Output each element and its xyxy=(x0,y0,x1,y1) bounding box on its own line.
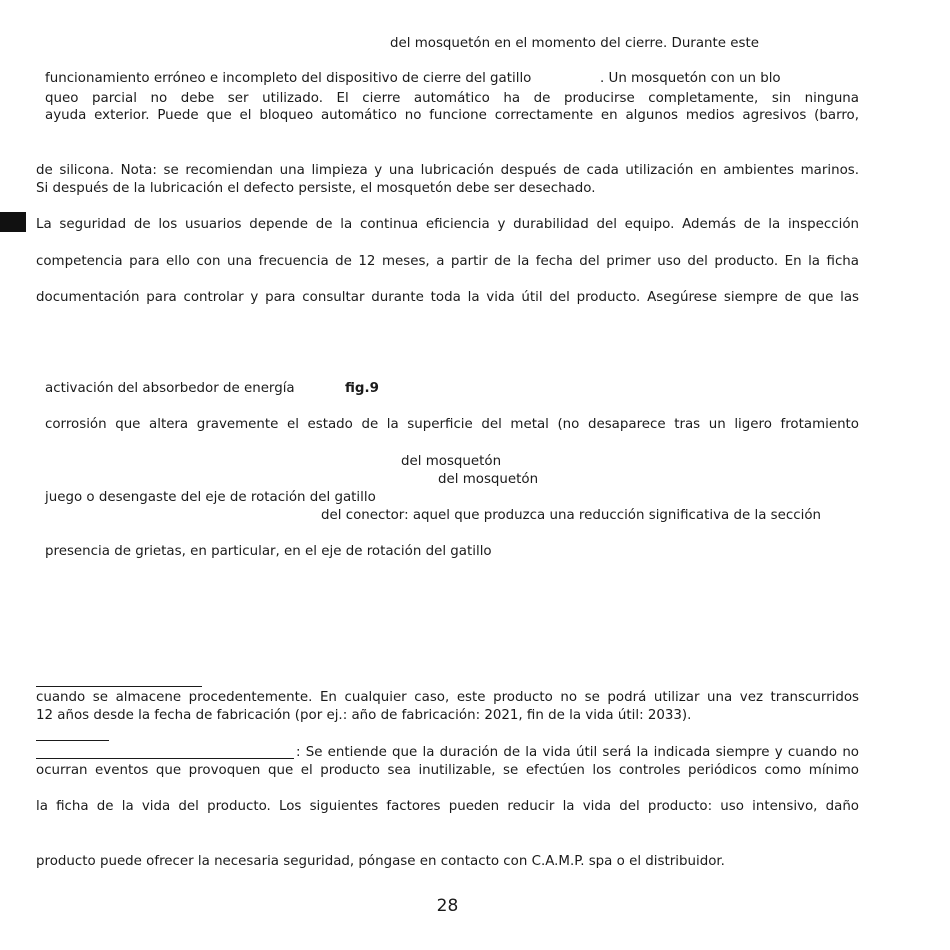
text-line-2b: . Un mosquetón con un blo xyxy=(600,71,781,86)
page-number: 28 xyxy=(436,896,459,916)
text-line-16: presencia de grietas, en particular, en el eje de rotación del gatillo xyxy=(45,544,492,559)
text-line-2: funcionamiento erróneo e incompleto del dispositivo de cierre del gatillo xyxy=(45,71,532,86)
underline-rule-3 xyxy=(36,758,294,759)
text-line-19: : Se entiende que la duración de la vida útil será la indicada siempre y cuando no xyxy=(296,745,859,760)
text-line-18: 12 años desde la fecha de fabricación (por ej.: año de fabricación: 2021, fin de la vida útil: 2033). xyxy=(36,708,692,723)
text-line-12: del mosquetón xyxy=(401,454,502,469)
text-line-7: La seguridad de los usuarios depende de la continua eficiencia y durabilidad del equipo. Además de la inspección xyxy=(36,217,859,232)
underline-rule-1 xyxy=(36,686,202,687)
figure-reference: fig.9 xyxy=(345,381,379,396)
section-marker xyxy=(0,212,26,232)
text-line-10: activación del absorbedor de energía xyxy=(45,381,295,396)
text-line-15: del conector: aquel que produzca una reducción significativa de la sección xyxy=(321,508,822,523)
text-line-13: del mosquetón xyxy=(438,472,539,487)
underline-rule-2 xyxy=(36,740,109,741)
text-line-14: juego o desengaste del eje de rotación del gatillo xyxy=(45,490,376,505)
text-line-3: queo parcial no debe ser utilizado. El cierre automático ha de producirse completamente, sin ninguna xyxy=(45,91,859,106)
text-line-11: corrosión que altera gravemente el estado de la superficie del metal (no desaparece tras un ligero frotamiento xyxy=(45,417,859,432)
text-line-21: la ficha de la vida del producto. Los siguientes factores pueden reducir la vida del producto: uso intensivo, daño xyxy=(36,799,859,814)
text-line-17: cuando se almacene procedentemente. En cualquier caso, este producto no se podrá utilizar una vez transcurridos xyxy=(36,690,859,705)
text-line-5: de silicona. Nota: se recomiendan una limpieza y una lubricación después de cada utilización en ambientes marinos. xyxy=(36,163,859,178)
text-line-1: del mosquetón en el momento del cierre. Durante este xyxy=(390,36,759,51)
text-line-8: competencia para ello con una frecuencia de 12 meses, a partir de la fecha del primer uso del producto. En la ficha xyxy=(36,254,859,269)
text-line-4: ayuda exterior. Puede que el bloqueo automático no funcione correctamente en algunos medios agresivos (barro, xyxy=(45,108,859,123)
text-line-9: documentación para controlar y para consultar durante toda la vida útil del producto. Asegúrese siempre de que las xyxy=(36,290,859,305)
text-line-20: ocurran eventos que provoquen que el producto sea inutilizable, se efectúen los controles periódicos como mínimo xyxy=(36,763,859,778)
text-line-22: producto puede ofrecer la necesaria seguridad, póngase en contacto con C.A.M.P. spa o el distribuidor. xyxy=(36,854,725,869)
text-line-6: Si después de la lubricación el defecto persiste, el mosquetón debe ser desechado. xyxy=(36,181,596,196)
